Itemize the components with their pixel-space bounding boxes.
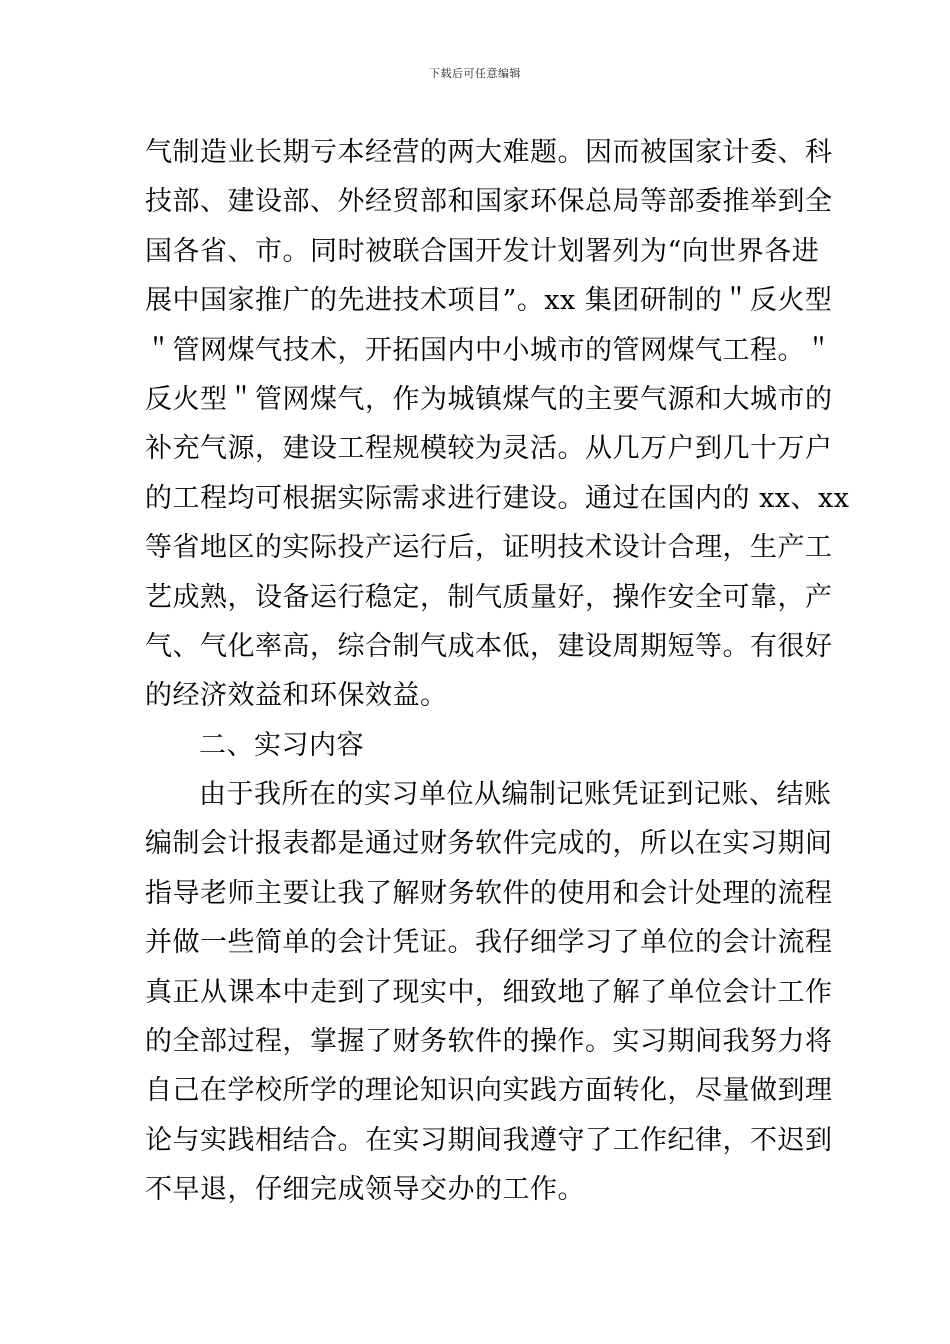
text-line: 补充气源，建设工程规模较为灵活。从几万户到几十万户 (145, 433, 833, 465)
text-line: 的全部过程，掌握了财务软件的操作。实习期间我努力将 (145, 1026, 833, 1058)
text-line: 编制会计报表都是通过财务软件完成的，所以在实习期间 (145, 828, 833, 860)
text-line: 艺成熟，设备运行稳定，制气质量好，操作安全可靠，产 (145, 581, 833, 613)
text-line: 气、气化率高，综合制气成本低，建设周期短等。有很好 (145, 630, 833, 662)
paragraph-last-line: 的经济效益和环保效益。 (145, 680, 448, 712)
paragraph-last-line: 不早退，仔细完成领导交办的工作。 (145, 1174, 585, 1206)
text-line: 国各省、市。同时被联合国开发计划署列为“向世界各进 (145, 235, 820, 267)
text-line: 论与实践相结合。在实习期间我遵守了工作纪律，不迟到 (145, 1124, 833, 1156)
text-line: 自己在学校所学的理论知识向实践方面转化，尽量做到理 (145, 1075, 833, 1107)
text-line: 并做一些简单的会计凭证。我仔细学习了单位的会计流程 (145, 927, 833, 959)
text-line: 真正从课本中走到了现实中，细致地了解了单位会计工作 (145, 976, 833, 1008)
header-note: 下载后可任意编辑 (429, 67, 521, 80)
text-line: 等省地区的实际投产运行后，证明技术设计合理，生产工 (145, 532, 833, 564)
section-heading: 二、实习内容 (199, 729, 364, 761)
paragraph-first-line: 由于我所在的实习单位从编制记账凭证到记账、结账 (199, 779, 832, 811)
body-text (145, 132, 850, 1219)
text-line: 反火型＂管网煤气，作为城镇煤气的主要气源和大城市的 (145, 383, 833, 415)
text-line: 的工程均可根据实际需求进行建设。通过在国内的 xx、xx (145, 482, 850, 514)
text-line: 指导老师主要让我了解财务软件的使用和会计处理的流程 (145, 877, 833, 909)
text-line: 技部、建设部、外经贸部和国家环保总局等部委推举到全 (145, 186, 833, 218)
text-line: ＂管网煤气技术，开拓国内中小城市的管网煤气工程。＂ (145, 334, 833, 366)
text-line: 展中国家推广的先进技术项目”。xx 集团研制的＂反火型 (145, 285, 833, 317)
text-line: 气制造业长期亏本经营的两大难题。因而被国家计委、科 (145, 137, 833, 168)
